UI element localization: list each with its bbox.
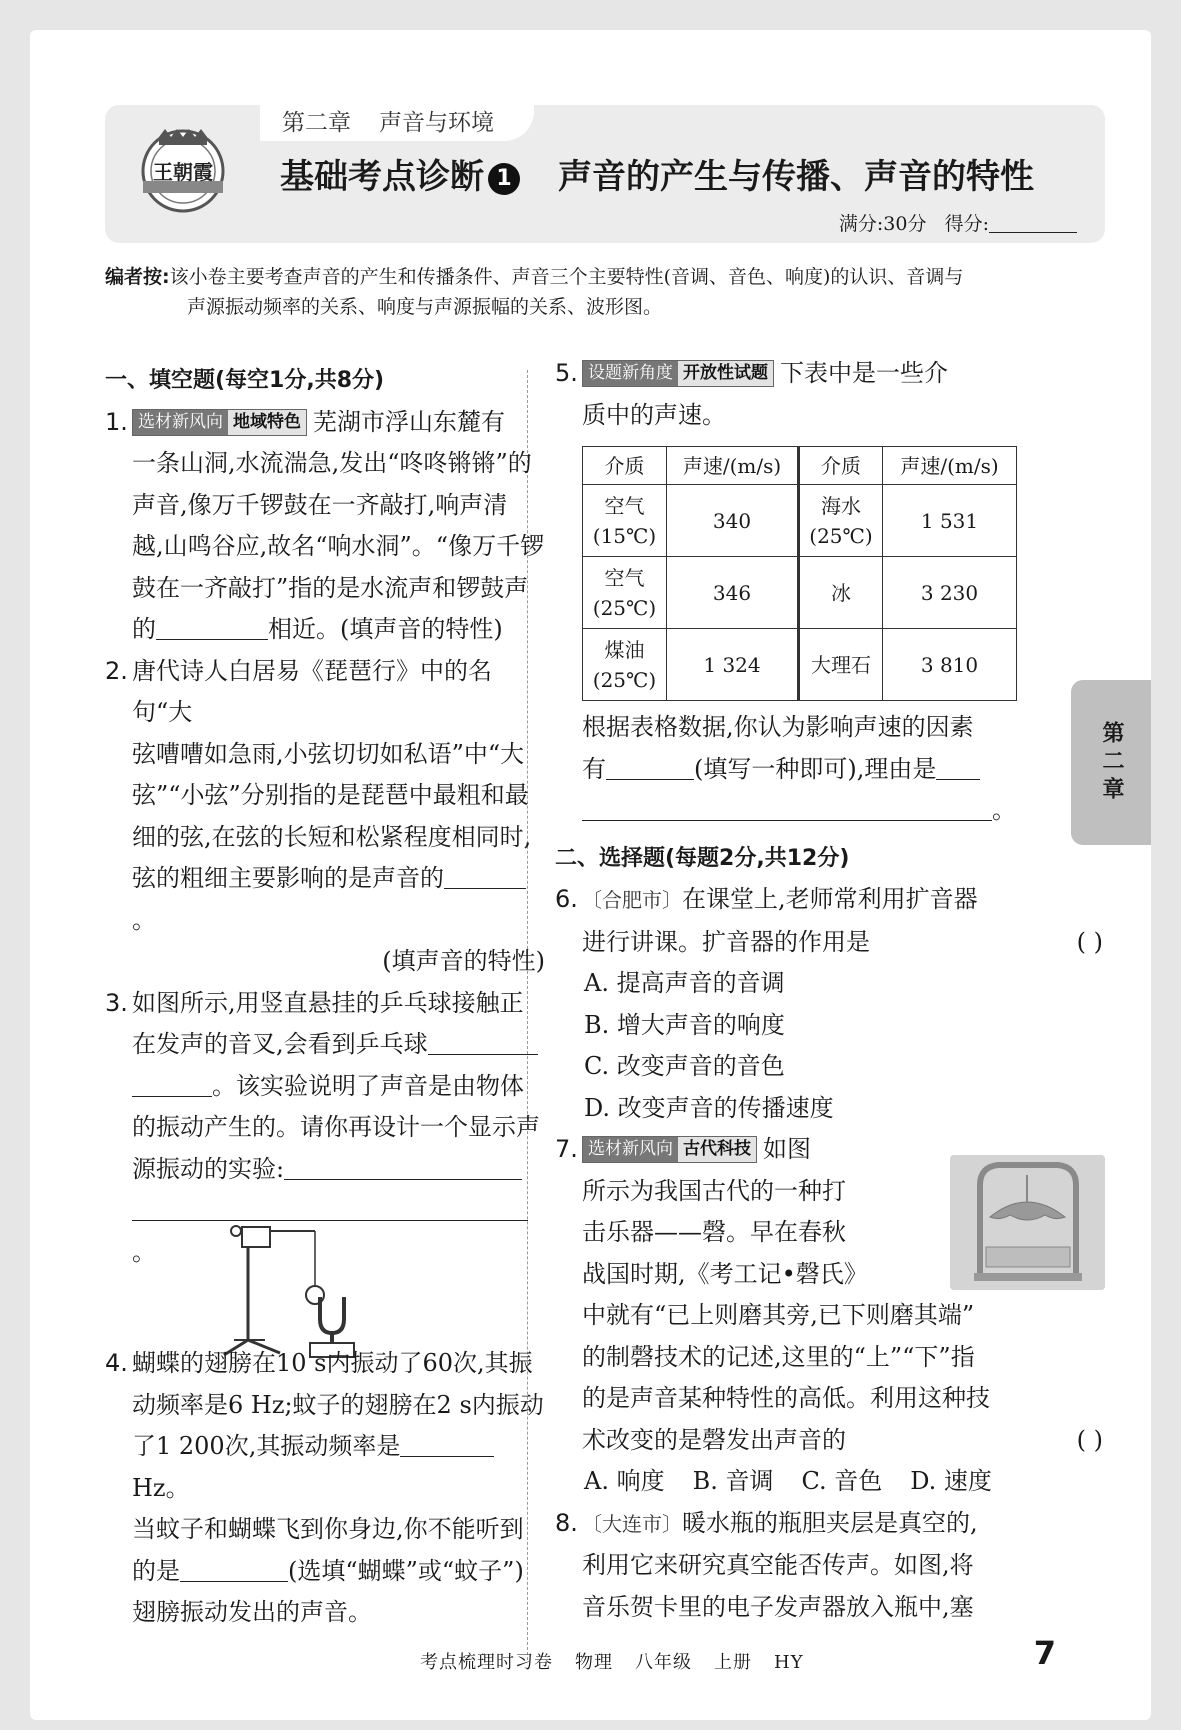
table-cell (583, 485, 667, 557)
table-cell: 冰 (799, 557, 883, 629)
title-prefix: 基础考点诊断 (280, 157, 484, 197)
text-line: 的是 (132, 1556, 180, 1585)
option-b[interactable]: B. 增大声音的响度 (584, 1010, 785, 1039)
question-number: 7. (555, 1135, 578, 1163)
medium-temp: (15℃) (592, 523, 657, 548)
answer-paren[interactable]: ( ) (1076, 927, 1103, 956)
text-line: 弦的粗细主要影响的是声音的 (132, 864, 444, 892)
badge-label: 地域特色 (228, 410, 306, 435)
text-line: (填写一种即可),理由是 (694, 754, 937, 783)
text-line: 细的弦,在弦的长短和松紧程度相同时, (132, 822, 532, 851)
text-line: 根据表格数据,你认为影响声速的因素 (582, 713, 974, 741)
option-d[interactable]: D. 改变声音的传播速度 (584, 1093, 834, 1122)
left-column-bottom (105, 1343, 545, 1634)
option-d[interactable]: D. 速度 (910, 1467, 992, 1495)
badge-label: 选材新风向 (133, 410, 228, 435)
editor-note-line1: 该小卷主要考查声音的产生和传播条件、声音三个主要特性(音调、音色、响度)的认识、音调与 (169, 266, 964, 288)
answer-blank[interactable] (156, 616, 268, 640)
text-line: 中就有“已上则磨其旁,已下则磨其端” (582, 1301, 975, 1329)
text-line: 如图 (763, 1135, 811, 1163)
text-line: 。 (132, 905, 156, 934)
table-cell (799, 485, 883, 557)
answer-blank[interactable] (444, 865, 526, 889)
right-column (555, 353, 1105, 1628)
question-number: 4. (105, 1349, 128, 1377)
text-line: 暖水瓶的瓶胆夹层是真空的, (682, 1508, 978, 1537)
text-line: 进行讲课。扩音器的作用是 (582, 927, 870, 956)
text-line: (选填“蝴蝶”或“蚊子”) (288, 1556, 524, 1585)
text-line: 在课堂上,老师常利用扩音器 (682, 885, 978, 913)
answer-blank[interactable] (606, 756, 694, 780)
text-line: 有 (582, 754, 606, 783)
text-line: 术改变的是磬发出声音的 (582, 1425, 846, 1454)
text-line: 下表中是一些介 (780, 359, 948, 387)
chapter-topic: 声音与环境 (379, 110, 494, 136)
score-blank[interactable] (989, 214, 1077, 233)
tag-badge (582, 360, 774, 387)
footer-volume: 上册 (714, 1652, 752, 1673)
option-c[interactable]: C. 音色 (801, 1467, 883, 1495)
footer (420, 1648, 804, 1674)
text-line: 蝴蝶的翅膀在10 s内振动了60次,其振 (132, 1349, 533, 1377)
medium-temp: (25℃) (592, 667, 657, 692)
tag-badge (132, 409, 307, 436)
table-header: 介质 (799, 447, 883, 485)
table-cell: 340 (667, 485, 799, 557)
table-row (583, 485, 1017, 557)
text-line: 战国时期,《考工记•磬氏》 (582, 1259, 868, 1288)
question-number: 5. (555, 359, 578, 387)
text-line: 所示为我国古代的一种打 (582, 1176, 846, 1205)
place-tag: 〔合肥市〕 (582, 888, 682, 912)
table-header: 声速/(m/s) (667, 447, 799, 485)
question-1 (105, 402, 545, 651)
text-line: 唐代诗人白居易《琵琶行》中的名句“大 (132, 656, 492, 726)
option-a[interactable]: A. 响度 (584, 1467, 665, 1495)
answer-blank[interactable] (132, 1073, 212, 1097)
footer-grade: 八年级 (635, 1652, 692, 1673)
section-title-fill-blank: 一、填空题(每空1分,共8分) (105, 368, 385, 393)
editor-note-line2: 声源振动频率的关系、响度与声源振幅的关系、波形图。 (187, 296, 663, 318)
text-line: Hz。 (132, 1473, 190, 1502)
question-4 (105, 1343, 545, 1634)
badge-label: 设题新角度 (583, 361, 678, 386)
question-number: 2. (105, 656, 128, 685)
medium-name: 空气 (604, 565, 645, 590)
score-got-label: 得分: (944, 213, 989, 235)
text-line: 的 (132, 615, 156, 643)
editor-note (105, 262, 1115, 322)
table-row (583, 557, 1017, 629)
table-header: 声速/(m/s) (883, 447, 1017, 485)
text-line: 。 (992, 796, 1016, 824)
svg-text:王朝霞: 王朝霞 (153, 160, 213, 184)
footer-book: 考点梳理时习卷 (420, 1652, 553, 1673)
text-line: 动频率是6 Hz;蚊子的翅膀在2 s内振动 (132, 1390, 544, 1419)
text-line: 越,山鸣谷应,故名“响水洞”。“像万千锣 (132, 532, 545, 560)
title-number: 1 (488, 163, 520, 195)
chapter-side-tab[interactable]: 第二章 (1071, 680, 1151, 845)
question-number: 6. (555, 885, 578, 913)
text-line: 如图所示,用竖直悬挂的乒乓球接触正 (132, 988, 524, 1017)
footer-subject: 物理 (575, 1652, 613, 1673)
table-cell (583, 629, 667, 701)
text-line: 在发声的音叉,会看到乒乓球 (132, 1030, 428, 1058)
answer-blank[interactable] (428, 1031, 538, 1055)
text-line: 鼓在一齐敲打”指的是水流声和锣鼓声 (132, 573, 529, 602)
question-number: 1. (105, 407, 128, 436)
sound-speed-table (582, 446, 1017, 701)
place-tag: 〔大连市〕 (582, 1511, 682, 1536)
table-cell: 1 324 (667, 629, 799, 701)
table-row (583, 629, 1017, 701)
text-line: 弦嘈嘈如急雨,小弦切切如私语”中“大 (132, 739, 525, 768)
table-cell: 1 531 (883, 485, 1017, 557)
page-title (280, 149, 1034, 198)
text-line: 利用它来研究真空能否传声。如图,将 (582, 1551, 974, 1579)
answer-paren[interactable]: ( ) (1076, 1425, 1103, 1454)
answer-blank[interactable] (936, 756, 980, 780)
question-8 (555, 1503, 1105, 1629)
text-line: 芜湖市浮山东麓有 (313, 407, 505, 436)
badge-label: 选材新风向 (583, 1137, 678, 1162)
table-cell: 3 230 (883, 557, 1017, 629)
score-line (839, 209, 1077, 236)
table-cell (583, 557, 667, 629)
text-line: 一条山洞,水流湍急,发出“咚咚锵锵”的 (132, 449, 532, 477)
question-5 (555, 353, 1105, 436)
answer-blank[interactable] (582, 797, 992, 821)
text-line: 的振动产生的。请你再设计一个显示声 (132, 1113, 540, 1141)
text-line: 声音,像万千锣鼓在一齐敲打,响声清 (132, 490, 508, 519)
table-cell: 3 810 (883, 629, 1017, 701)
chime-stone-figure (950, 1155, 1105, 1290)
text-line: 翅膀振动发出的声音。 (132, 1598, 372, 1626)
editor-note-label: 编者按: (105, 266, 170, 288)
title-main: 声音的产生与传播、声音的特性 (558, 157, 1034, 197)
question-2 (105, 651, 545, 983)
text-line: 源振动的实验: (132, 1154, 285, 1183)
badge-label: 开放性试题 (678, 361, 773, 386)
text-line: 的是声音某种特性的高低。利用这种技 (582, 1384, 990, 1412)
question-number: 3. (105, 988, 128, 1017)
medium-name: 煤油 (604, 637, 645, 662)
question-5-continued (555, 707, 1105, 832)
medium-temp: (25℃) (592, 595, 657, 620)
text-line: 质中的声速。 (582, 400, 726, 429)
text-line: 。 (132, 1237, 156, 1266)
text-line: 当蚊子和蝴蝶飞到你身边,你不能听到 (132, 1515, 524, 1543)
footer-edition: HY (774, 1652, 804, 1673)
text-line: 击乐器——磬。早在春秋 (582, 1218, 846, 1246)
question-number: 8. (555, 1508, 578, 1537)
answer-blank[interactable] (400, 1433, 494, 1457)
chapter-label: 第二章 (282, 110, 351, 136)
option-b[interactable]: B. 音调 (692, 1467, 774, 1495)
left-column (105, 360, 545, 1273)
text-line: 。该实验说明了声音是由物体 (212, 1071, 524, 1100)
table-header: 介质 (583, 447, 667, 485)
text-line: 弦”“小弦”分别指的是琵琶中最粗和最 (132, 781, 529, 809)
text-line: (填声音的特性) (382, 947, 545, 975)
option-a[interactable]: A. 提高声音的音调 (584, 969, 785, 997)
table-cell: 346 (667, 557, 799, 629)
question-6 (555, 879, 1105, 1129)
worksheet-page (30, 30, 1151, 1720)
section-title-choice: 二、选择题(每题2分,共12分) (555, 845, 850, 871)
text-line: 的制磬技术的记述,这里的“上”“下”指 (582, 1342, 975, 1371)
medium-name: 海水 (821, 493, 861, 518)
logo-seal-icon (137, 123, 229, 215)
full-score: 满分:30分 (838, 213, 927, 235)
option-c[interactable]: C. 改变声音的音色 (584, 1052, 785, 1080)
medium-temp: (25℃) (809, 523, 873, 548)
tag-badge (582, 1136, 757, 1163)
text-line: 相近。(填声音的特性) (268, 615, 503, 643)
badge-label: 古代科技 (678, 1137, 756, 1162)
chapter-tag (260, 105, 534, 141)
text-line: 音乐贺卡里的电子发声器放入瓶中,塞 (582, 1592, 974, 1621)
page-number: 7 (1033, 1634, 1056, 1672)
medium-name: 空气 (604, 493, 645, 518)
header-banner (105, 105, 1105, 243)
answer-blank[interactable] (180, 1558, 288, 1582)
text-line: 了1 200次,其振动频率是 (132, 1432, 401, 1460)
answer-blank[interactable] (284, 1156, 522, 1180)
table-cell: 大理石 (799, 629, 883, 701)
